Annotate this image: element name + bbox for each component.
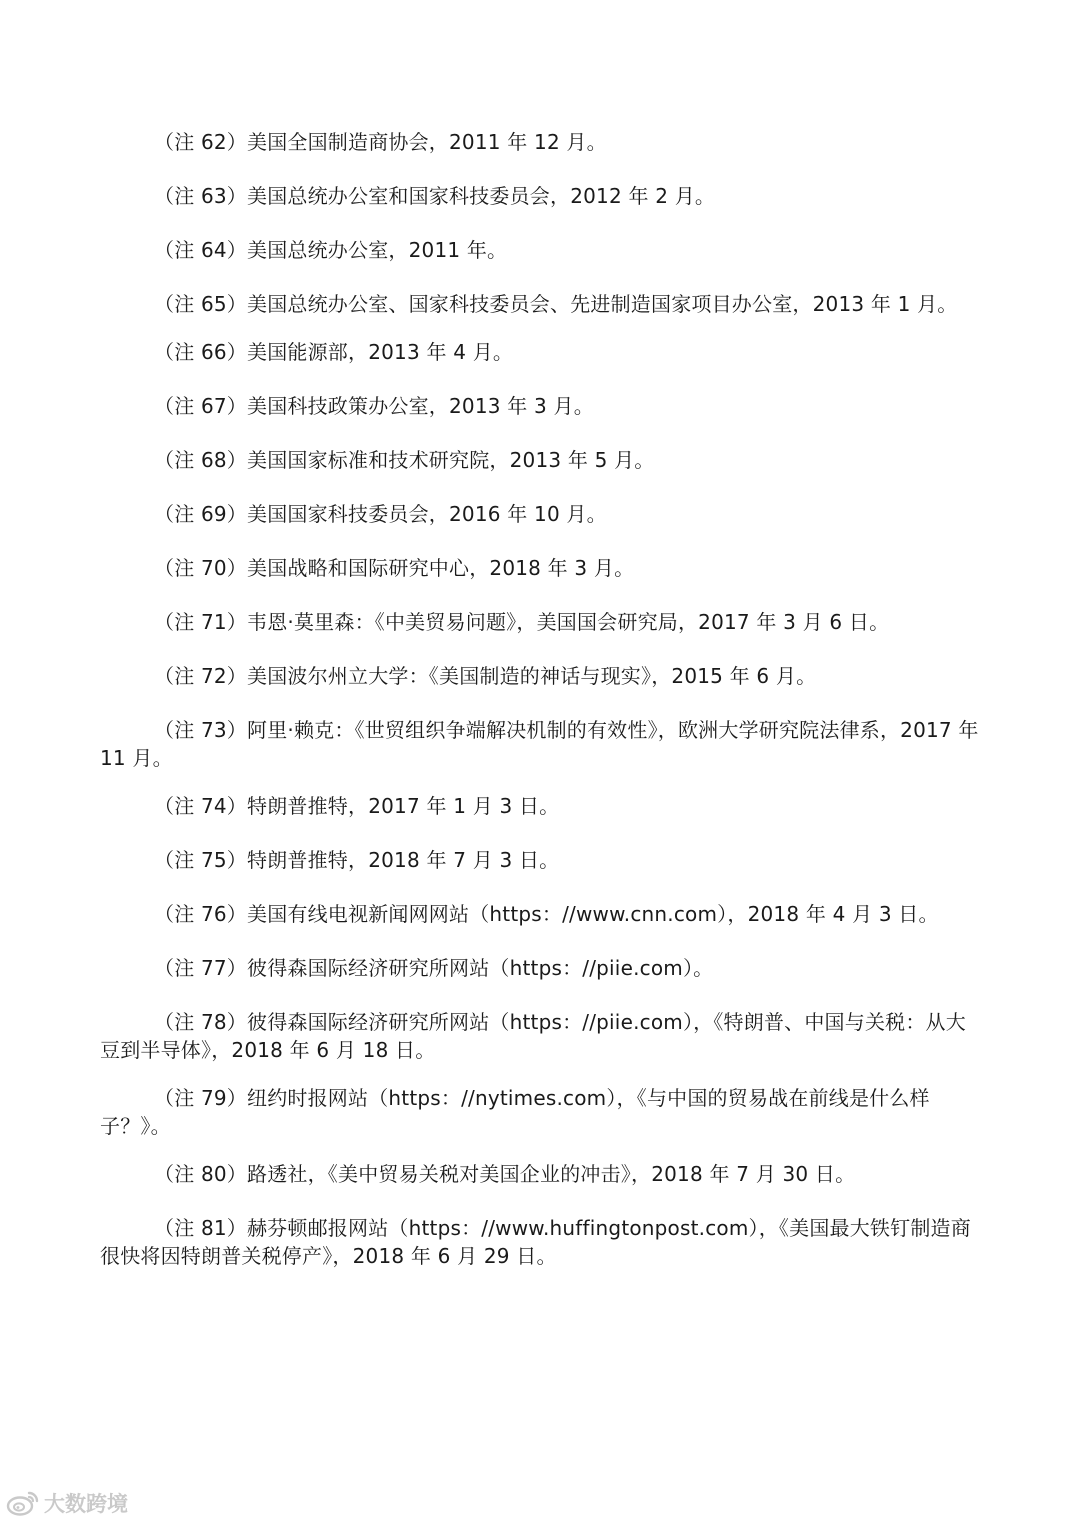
- footnote-73: （注 73）阿里·赖克：《世贸组织争端解决机制的有效性》，欧洲大学研究院法律系，2017 年 11 月。: [100, 718, 979, 770]
- footnote-62: （注 62）美国全国制造商协会，2011 年 12 月。: [154, 130, 607, 154]
- footnote-63: （注 63）美国总统办公室和国家科技委员会，2012 年 2 月。: [154, 184, 716, 208]
- footnote-66: （注 66）美国能源部，2013 年 4 月。: [154, 340, 514, 364]
- footnote-77: （注 77）彼得森国际经济研究所网站（https：//piie.com）。: [154, 956, 714, 980]
- footnote-80: （注 80）路透社，《美中贸易关税对美国企业的冲击》，2018 年 7 月 30 日。: [154, 1162, 856, 1186]
- footnote-67: （注 67）美国科技政策办公室，2013 年 3 月。: [154, 394, 594, 418]
- watermark-text: 大数跨境: [44, 1492, 128, 1516]
- footnote-69: （注 69）美国国家科技委员会，2016 年 10 月。: [154, 502, 607, 526]
- footnote-76: （注 76）美国有线电视新闻网网站（https：//www.cnn.com），2018 年 4 月 3 日。: [154, 902, 939, 926]
- footnote-64: （注 64）美国总统办公室，2011 年。: [154, 238, 508, 262]
- footnote-74: （注 74）特朗普推特，2017 年 1 月 3 日。: [154, 794, 560, 818]
- footnote-81: （注 81）赫芬顿邮报网站（https：//www.huffingtonpost.com），《美国最大铁钉制造商很快将因特朗普关税停产》，2018 年 6 月 29 日。: [100, 1216, 971, 1268]
- watermark: [6, 1488, 128, 1518]
- footnote-list: [100, 128, 980, 1290]
- footnote-71: （注 71）韦恩·莫里森：《中美贸易问题》，美国国会研究局，2017 年 3 月 6 日。: [154, 610, 890, 634]
- footnote-68: （注 68）美国国家标准和技术研究院，2013 年 5 月。: [154, 448, 655, 472]
- footnote-72: （注 72）美国波尔州立大学：《美国制造的神话与现实》，2015 年 6 月。: [154, 664, 817, 688]
- footnote-79: （注 79）纽约时报网站（https：//nytimes.com），《与中国的贸易战在前线是什么样子？》。: [100, 1086, 930, 1138]
- footnote-75: （注 75）特朗普推特，2018 年 7 月 3 日。: [154, 848, 560, 872]
- weibo-logo-icon: [6, 1489, 40, 1517]
- footnote-70: （注 70）美国战略和国际研究中心，2018 年 3 月。: [154, 556, 635, 580]
- footnote-65: （注 65）美国总统办公室、国家科技委员会、先进制造国家项目办公室，2013 年 1 月。: [154, 292, 958, 316]
- footnote-78: （注 78）彼得森国际经济研究所网站（https：//piie.com），《特朗普、中国与关税：从大豆到半导体》，2018 年 6 月 18 日。: [100, 1010, 966, 1062]
